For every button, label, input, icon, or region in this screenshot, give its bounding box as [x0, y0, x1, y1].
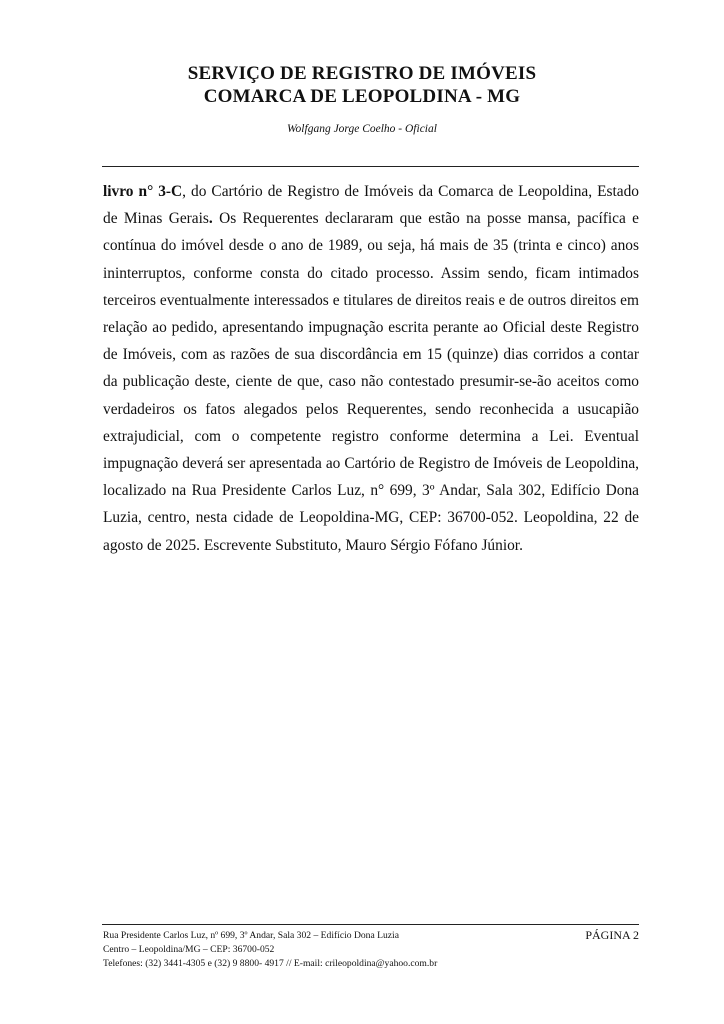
- footer-divider: [102, 924, 639, 925]
- footer-address: Rua Presidente Carlos Luz, nº 699, 3º Andar, Sala 302 – Edifício Dona Luzia: [103, 930, 399, 941]
- header-official-name: Wolfgang Jorge Coelho - Oficial: [287, 123, 437, 135]
- header-divider: [102, 166, 639, 167]
- footer-contact: Telefones: (32) 3441-4305 e (32) 9 8800- 4917 // E-mail: crileopoldina@yahoo.com.br: [103, 958, 438, 969]
- body-paragraph: [103, 178, 639, 559]
- header-title-line-2: COMARCA DE LEOPOLDINA - MG: [203, 86, 521, 107]
- document-footer: [103, 929, 639, 971]
- page-number: PÁGINA 2: [585, 928, 639, 942]
- body-text-part-2: Os Requerentes declararam que estão na posse mansa, pacífica e contínua do imóvel desde o ano de 1989, ou seja, há mais de 35 (trinta e cinco) anos ininterruptos, conforme consta do citado processo. Assim sendo, ficam intimados terceiros eventualmente interessados e titulares de direitos reais e de outros direitos em relação ao pedido, apresentando impugnação escrita perante ao Oficial deste Registro de Imóveis, com as razões de sua discordância em 15 (quinze) dias corridos a contar da publicação deste, ciente de que, caso não contestado presumir-se-ão aceitos como verdadeiros os fatos alegados pelos Requerentes, sendo reconhecida a usucapião extrajudicial, com o competente registro conforme determina a Lei. Eventual impugnação deverá ser apresentada ao Cartório de Registro de Imóveis de Leopoldina, localizado na Rua Presidente Carlos Luz, n° 699, 3º Andar, Sala 302, Edifício Dona Luzia, centro, nesta cidade de Leopoldina-MG, CEP: 36700-052. Leopoldina, 22 de agosto de 2025. Escrevente Substituto, Mauro Sérgio Fófano Júnior.: [103, 210, 639, 554]
- body-text-part-1: , do Cartório de Registro de Imóveis da Comarca de Leopoldina, Estado de Minas Gerais: [103, 183, 640, 228]
- header-title-line-1: SERVIÇO DE REGISTRO DE IMÓVEIS: [187, 63, 537, 84]
- document-header: [0, 62, 724, 136]
- book-reference: livro n° 3-C: [103, 183, 183, 200]
- footer-city: Centro – Leopoldina/MG – CEP: 36700-052: [103, 944, 275, 955]
- body-bold-period: .: [208, 210, 213, 228]
